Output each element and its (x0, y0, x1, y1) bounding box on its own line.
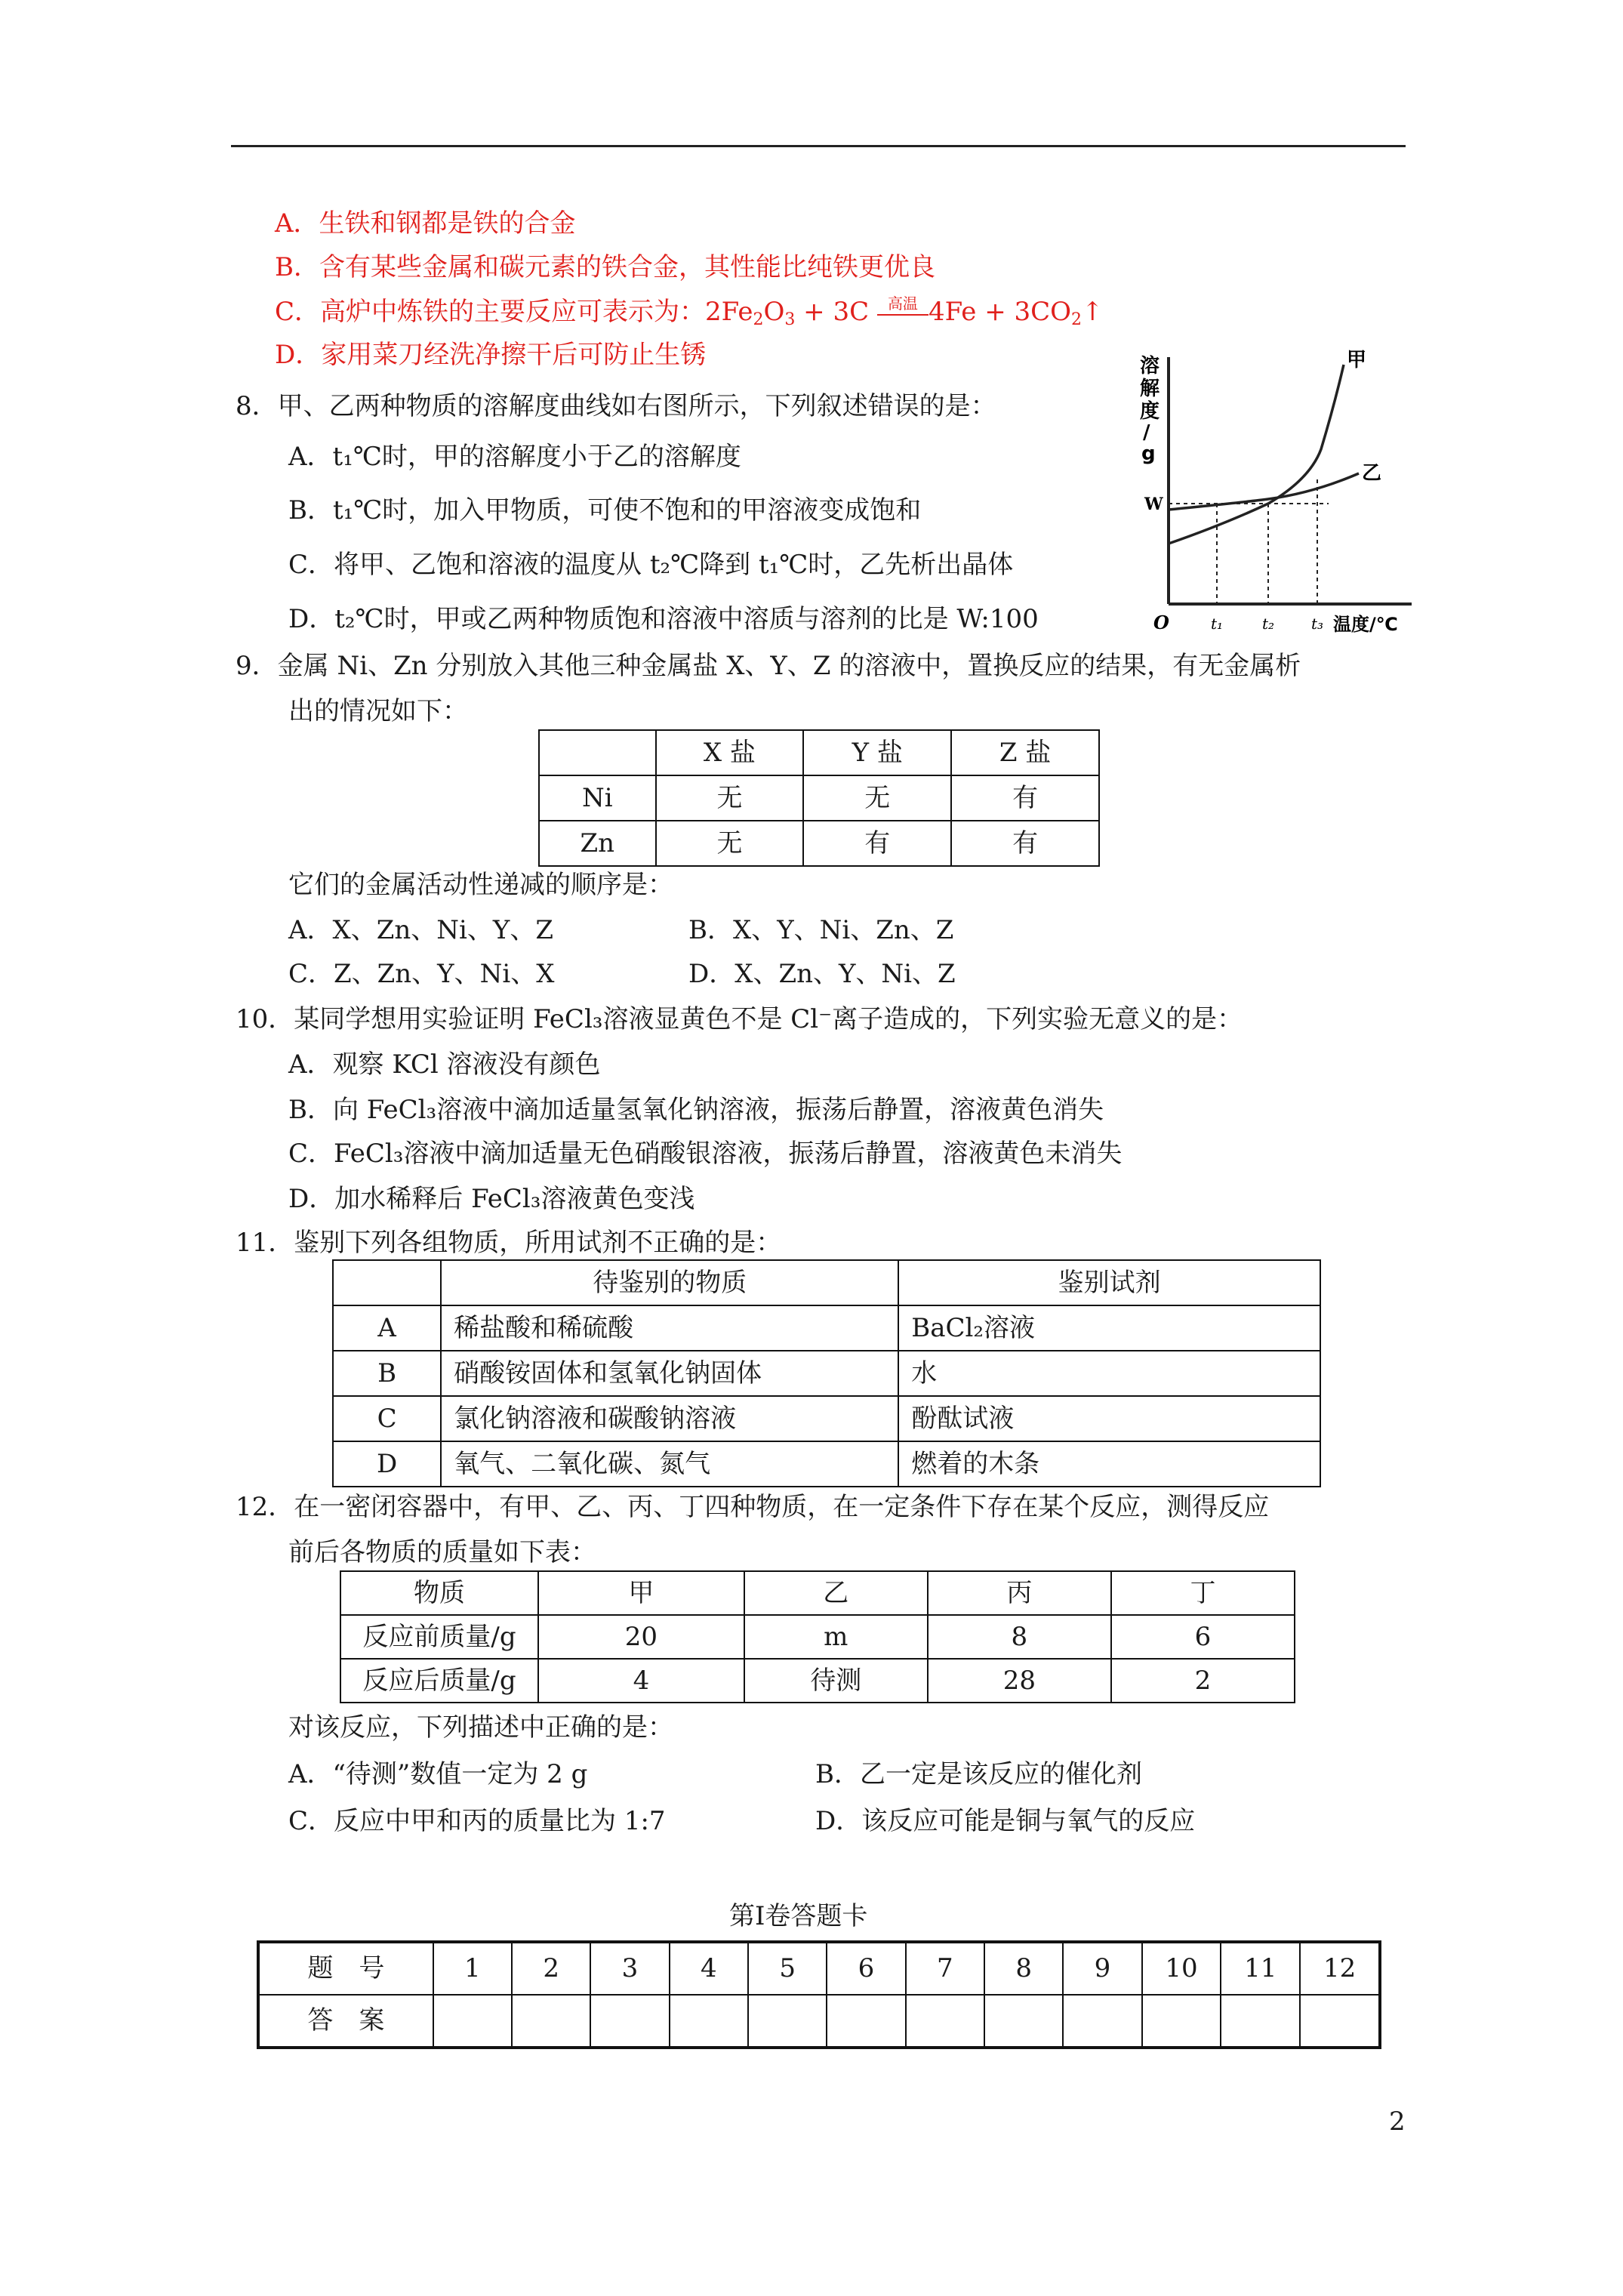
answer-cell[interactable] (512, 1995, 590, 2048)
q9-cell: 有 (951, 821, 1099, 866)
answer-cell[interactable] (1142, 1995, 1221, 2048)
q12-option-a: A．“待测”数值一定为 2 g (288, 1759, 588, 1789)
t1-label: t₁ (1211, 615, 1224, 633)
q9-header-cell: X 盐 (656, 730, 804, 775)
answer-cell[interactable] (1063, 1995, 1141, 2048)
q11-cell: 氧气、二氧化碳、氮气 (441, 1441, 898, 1487)
answer-cell[interactable] (590, 1995, 669, 2048)
q9-cell: 有 (951, 775, 1099, 821)
table-row (340, 1615, 1295, 1659)
table-row (539, 775, 1099, 821)
y-axis-label-3: 度 (1140, 400, 1160, 423)
question-number-cell: 3 (590, 1942, 669, 1995)
table-row (340, 1659, 1295, 1703)
q9-cell: 无 (656, 775, 804, 821)
answer-card-table (257, 1940, 1381, 2049)
q9-cell: 无 (656, 821, 804, 866)
q12-cell: 待测 (744, 1659, 928, 1703)
q12-stem-line2: 前后各物质的质量如下表： (288, 1537, 596, 1567)
solubility-graph (1132, 344, 1419, 646)
q8-option-c: C．将甲、乙饱和溶液的温度从 t₂℃降到 t₁℃时，乙先析出晶体 (288, 550, 1014, 580)
gas-up-arrow-icon: ↑ (1082, 297, 1104, 327)
answer-cell[interactable] (984, 1995, 1063, 2048)
q9-option-b: B．X、Y、Ni、Zn、Z (688, 915, 954, 945)
q8-stem: 8．甲、乙两种物质的溶解度曲线如右图所示，下列叙述错误的是： (236, 391, 996, 421)
q9-stem-line2: 出的情况如下： (288, 696, 468, 726)
table-row (539, 821, 1099, 866)
q11-cell: D (333, 1441, 441, 1487)
question-number-cell: 7 (906, 1942, 984, 1995)
q8-option-b: B．t₁℃时，加入甲物质，可使不饱和的甲溶液变成饱和 (288, 495, 922, 525)
curve-jia-label: 甲 (1347, 349, 1367, 371)
q12-header-cell: 物质 (340, 1571, 538, 1615)
q9-header-cell (539, 730, 656, 775)
q12-cell: 4 (538, 1659, 744, 1703)
q7-option-a: A．生铁和钢都是铁的合金 (275, 208, 576, 239)
q12-cell: 28 (928, 1659, 1111, 1703)
answer-card-answer-label: 答 案 (258, 1995, 433, 2048)
y-axis-label-1: 溶 (1140, 355, 1160, 378)
question-number-cell: 11 (1221, 1942, 1300, 1995)
q11-header-cell (333, 1260, 441, 1305)
t2-label: t₂ (1262, 615, 1275, 633)
q12-header-cell: 丁 (1111, 1571, 1295, 1615)
y-axis-label-5: g (1141, 442, 1156, 465)
answer-cell[interactable] (748, 1995, 827, 2048)
q10-option-d: D．加水稀释后 FeCl₃溶液黄色变浅 (288, 1184, 695, 1214)
question-number-cell: 2 (512, 1942, 590, 1995)
question-number-cell: 10 (1142, 1942, 1221, 1995)
w-label: W (1144, 495, 1163, 514)
q9-option-a: A．X、Zn、Ni、Y、Z (288, 915, 553, 945)
question-number-cell: 4 (670, 1942, 748, 1995)
q12-cell: 反应后质量/g (340, 1659, 538, 1703)
q11-table (332, 1259, 1321, 1487)
q12-cell: 8 (928, 1615, 1111, 1659)
origin-label: O (1153, 612, 1169, 633)
q7-option-d: D．家用菜刀经洗净擦干后可防止生锈 (275, 340, 707, 370)
question-number-cell: 9 (1063, 1942, 1141, 1995)
q11-header-cell: 待鉴别的物质 (441, 1260, 898, 1305)
answer-cell[interactable] (670, 1995, 748, 2048)
q11-cell: 酚酞试液 (898, 1396, 1320, 1441)
q10-option-b: B．向 FeCl₃溶液中滴加适量氢氧化钠溶液，振荡后静置，溶液黄色消失 (288, 1095, 1104, 1125)
answer-cell[interactable] (1300, 1995, 1380, 2048)
q9-cell: Zn (539, 821, 656, 866)
q11-cell: 氯化钠溶液和碳酸钠溶液 (441, 1396, 898, 1441)
q11-cell: B (333, 1351, 441, 1396)
q7-option-b: B．含有某些金属和碳元素的铁合金，其性能比纯铁更优良 (275, 252, 935, 282)
q11-cell: A (333, 1305, 441, 1351)
question-number-cell: 8 (984, 1942, 1063, 1995)
q11-cell: C (333, 1396, 441, 1441)
q12-follow: 对该反应，下列描述中正确的是： (288, 1712, 673, 1743)
q7-option-c: C．高炉中炼铁的主要反应可表示为：$2Fe_2O_3 + 3C$ 高温 $4Fe + 3CO_2↑$ (275, 294, 1104, 329)
q11-cell: 硝酸铵固体和氢氧化钠固体 (441, 1351, 898, 1396)
page-number: 2 (1389, 2106, 1406, 2137)
q10-option-c: C．FeCl₃溶液中滴加适量无色硝酸银溶液，振荡后静置，溶液黄色未消失 (288, 1139, 1123, 1169)
q12-table (340, 1570, 1295, 1703)
question-number-cell: 6 (827, 1942, 905, 1995)
answer-cell[interactable] (1221, 1995, 1300, 2048)
answer-cell[interactable] (827, 1995, 905, 2048)
q11-header-cell: 鉴别试剂 (898, 1260, 1320, 1305)
q11-stem: 11．鉴别下列各组物质，所用试剂不正确的是： (236, 1228, 782, 1258)
q11-cell: 燃着的木条 (898, 1441, 1320, 1487)
answer-card-title: 第Ⅰ卷答题卡 (729, 1901, 868, 1931)
q10-option-a: A．观察 KCl 溶液没有颜色 (288, 1049, 601, 1080)
question-number-cell: 12 (1300, 1942, 1380, 1995)
q12-header-cell: 丙 (928, 1571, 1111, 1615)
q9-cell: Ni (539, 775, 656, 821)
q12-cell: 20 (538, 1615, 744, 1659)
y-axis-label-2: 解 (1140, 378, 1160, 400)
t3-label: t₃ (1311, 615, 1324, 633)
table-row (333, 1441, 1320, 1487)
q12-option-d: D．该反应可能是铜与氧气的反应 (815, 1806, 1196, 1836)
answer-cell[interactable] (906, 1995, 984, 2048)
q11-cell: 稀盐酸和稀硫酸 (441, 1305, 898, 1351)
q9-cell: 有 (803, 821, 951, 866)
q12-stem-line1: 12．在一密闭容器中，有甲、乙、丙、丁四种物质，在一定条件下存在某个反应，测得反应 (236, 1492, 1270, 1522)
q9-option-d: D．X、Zn、Y、Ni、Z (688, 959, 956, 989)
q9-option-c: C．Z、Zn、Y、Ni、X (288, 959, 555, 989)
q12-cell: 6 (1111, 1615, 1295, 1659)
q9-stem-line1: 9．金属 Ni、Zn 分别放入其他三种金属盐 X、Y、Z 的溶液中，置换反应的结果，有无金属析 (236, 651, 1301, 681)
q10-stem: 10．某同学想用实验证明 FeCl₃溶液显黄色不是 Cl⁻离子造成的，下列实验无意义的是： (236, 1004, 1243, 1034)
answer-card-number-row (258, 1942, 1380, 1995)
answer-card-answer-row (258, 1995, 1380, 2048)
q9-cell: 无 (803, 775, 951, 821)
q12-option-b: B．乙一定是该反应的催化剂 (815, 1759, 1142, 1789)
answer-cell[interactable] (433, 1995, 512, 2048)
curve-yi-label: 乙 (1362, 462, 1382, 485)
table-row (333, 1305, 1320, 1351)
reaction-condition: 高温 (877, 296, 929, 328)
table-row (333, 1351, 1320, 1396)
q9-header-cell: Y 盐 (803, 730, 951, 775)
q12-cell: 反应前质量/g (340, 1615, 538, 1659)
curve-yi (1169, 473, 1359, 510)
q12-header-cell: 甲 (538, 1571, 744, 1615)
question-number-cell: 1 (433, 1942, 512, 1995)
q11-cell: BaCl₂溶液 (898, 1305, 1320, 1351)
table-row (333, 1396, 1320, 1441)
q8-option-a: A．t₁℃时，甲的溶解度小于乙的溶解度 (288, 442, 741, 472)
q9-table (538, 729, 1100, 867)
y-axis-label-4: / (1143, 421, 1150, 444)
q12-cell: m (744, 1615, 928, 1659)
q12-option-c: C．反应中甲和丙的质量比为 1:7 (288, 1806, 666, 1836)
curve-jia (1169, 365, 1344, 544)
question-number-cell: 5 (748, 1942, 827, 1995)
answer-card-number-label: 题 号 (258, 1942, 433, 1995)
header-rule (231, 145, 1406, 147)
q12-cell: 2 (1111, 1659, 1295, 1703)
q8-option-d: D．t₂℃时，甲或乙两种物质饱和溶液中溶质与溶剂的比是 W:100 (288, 604, 1039, 634)
q11-cell: 水 (898, 1351, 1320, 1396)
x-axis-label: 温度/℃ (1333, 614, 1398, 635)
q9-follow: 它们的金属活动性递减的顺序是： (288, 870, 673, 900)
q12-header-cell: 乙 (744, 1571, 928, 1615)
q9-header-cell: Z 盐 (951, 730, 1099, 775)
